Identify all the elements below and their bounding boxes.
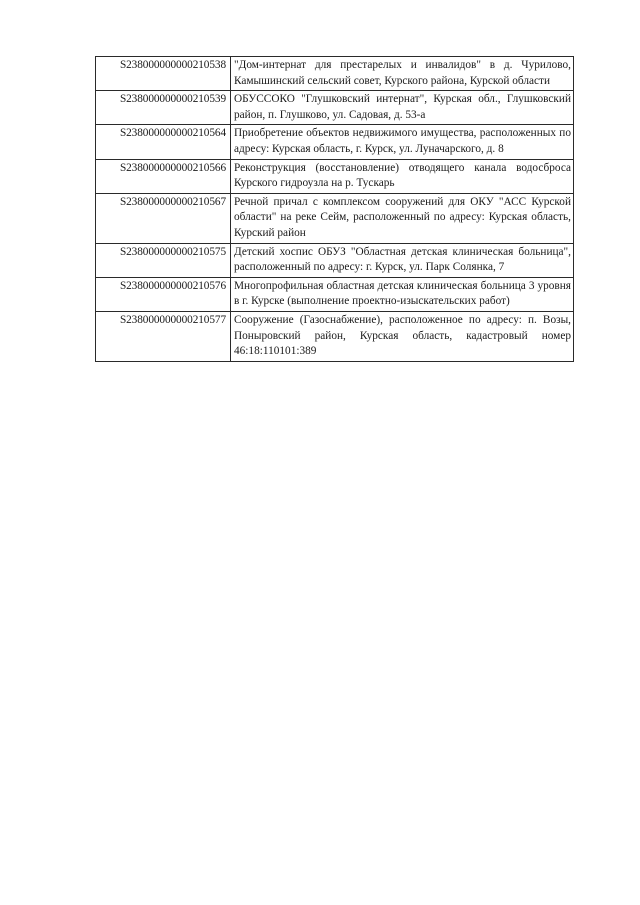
object-name-cell: ОБУССОКО "Глушковский интернат", Курская обл., Глушковский район, п. Глушково, ул. Садовая, д. 53-а	[231, 91, 574, 125]
object-code-cell: S238000000000210538	[96, 57, 231, 91]
object-code-cell: S238000000000210566	[96, 159, 231, 193]
object-code-cell: S238000000000210539	[96, 91, 231, 125]
object-name-cell: Детский хоспис ОБУЗ "Областная детская клиническая больница", расположенный по адресу: г. Курск, ул. Парк Солянка, 7	[231, 243, 574, 277]
table-row	[96, 243, 574, 277]
object-name-cell: Реконструкция (восстановление) отводящего канала водосброса Курского гидроузла на р. Тускарь	[231, 159, 574, 193]
object-name-cell: Сооружение (Газоснабжение), расположенное по адресу: п. Возы, Поныровский район, Курская область, кадастровый номер 46:18:110101:389	[231, 311, 574, 361]
table-row	[96, 125, 574, 159]
table-row	[96, 193, 574, 243]
object-code-cell: S238000000000210564	[96, 125, 231, 159]
object-code-cell: S238000000000210567	[96, 193, 231, 243]
table-row	[96, 57, 574, 91]
object-name-cell: "Дом-интернат для престарелых и инвалидов" в д. Чурилово, Камышинский сельский совет, Курского района, Курской области	[231, 57, 574, 91]
table-row	[96, 311, 574, 361]
object-name-cell: Речной причал с комплексом сооружений для ОКУ "АСС Курской области" на реке Сейм, расположенный по адресу: Курская область, Курский район	[231, 193, 574, 243]
object-code-cell: S238000000000210576	[96, 277, 231, 311]
object-name-cell: Многопрофильная областная детская клиническая больница 3 уровня в г. Курске (выполнение проектно-изыскательских работ)	[231, 277, 574, 311]
table-row	[96, 159, 574, 193]
table-row	[96, 277, 574, 311]
objects-table	[95, 56, 574, 362]
table-row	[96, 91, 574, 125]
object-code-cell: S238000000000210575	[96, 243, 231, 277]
object-name-cell: Приобретение объектов недвижимого имущества, расположенных по адресу: Курская область, г. Курск, ул. Луначарского, д. 8	[231, 125, 574, 159]
object-code-cell: S238000000000210577	[96, 311, 231, 361]
